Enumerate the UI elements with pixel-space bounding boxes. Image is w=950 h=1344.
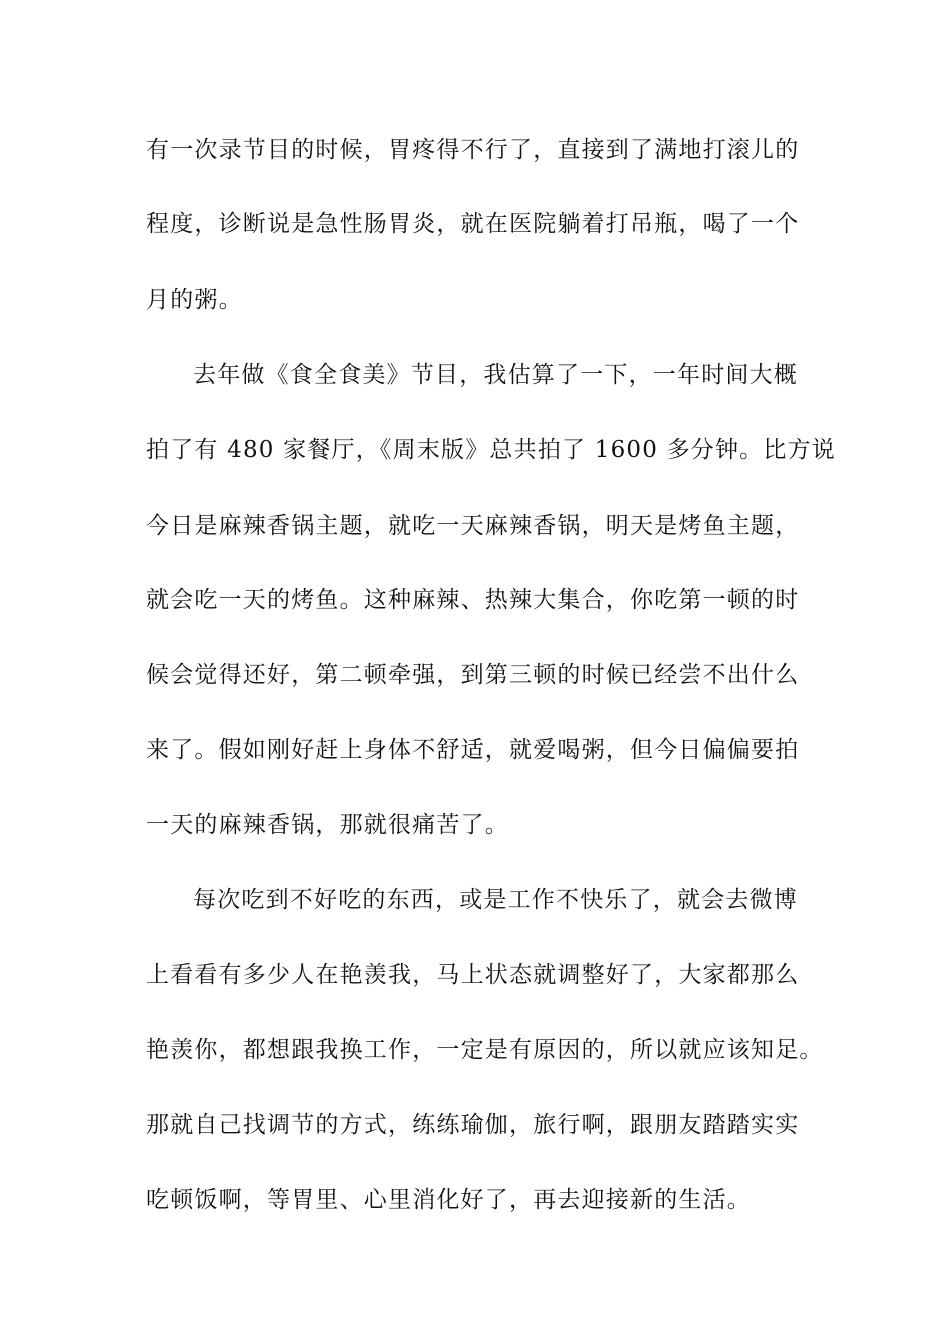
paragraph-2-line-2: 拍了有 480 家餐厅，《周末版》总共拍了 1600 多分钟。比方说	[146, 437, 836, 463]
paragraph-2-line-5: 候会觉得还好，第二顿牵强，到第三顿的时候已经尝不出什么	[146, 662, 800, 688]
paragraph-1-line-2: 程度，诊断说是急性肠胃炎，就在医院躺着打吊瓶，喝了一个	[146, 211, 800, 237]
paragraph-2-line-4: 就会吃一天的烤鱼。这种麻辣、热辣大集合，你吃第一顿的时	[146, 587, 800, 613]
paragraph-3-line-1: 每次吃到不好吃的东西，或是工作不快乐了，就会去微博	[193, 887, 798, 913]
paragraph-2-line-6: 来了。假如刚好赶上身体不舒适，就爱喝粥，但今日偏偏要拍	[146, 737, 800, 763]
paragraph-2-line-3: 今日是麻辣香锅主题，就吃一天麻辣香锅，明天是烤鱼主题，	[146, 513, 800, 539]
paragraph-3-line-3: 艳羡你，都想跟我换工作，一定是有原因的，所以就应该知足。	[146, 1037, 824, 1063]
paragraph-1-line-3: 月的粥。	[146, 287, 243, 313]
paragraph-3-line-4: 那就自己找调节的方式，练练瑜伽，旅行啊，跟朋友踏踏实实	[146, 1112, 800, 1138]
paragraph-2-line-1: 去年做《食全食美》节目，我估算了一下，一年时间大概	[193, 362, 798, 388]
paragraph-1-line-1: 有一次录节目的时候，胃疼得不行了，直接到了满地打滚儿的	[146, 137, 800, 163]
paragraph-3-line-2: 上看看有多少人在艳羡我，马上状态就调整好了，大家都那么	[146, 962, 800, 988]
paragraph-3-line-5: 吃顿饭啊，等胃里、心里消化好了，再去迎接新的生活。	[146, 1187, 751, 1213]
paragraph-2-line-7: 一天的麻辣香锅，那就很痛苦了。	[146, 812, 509, 838]
